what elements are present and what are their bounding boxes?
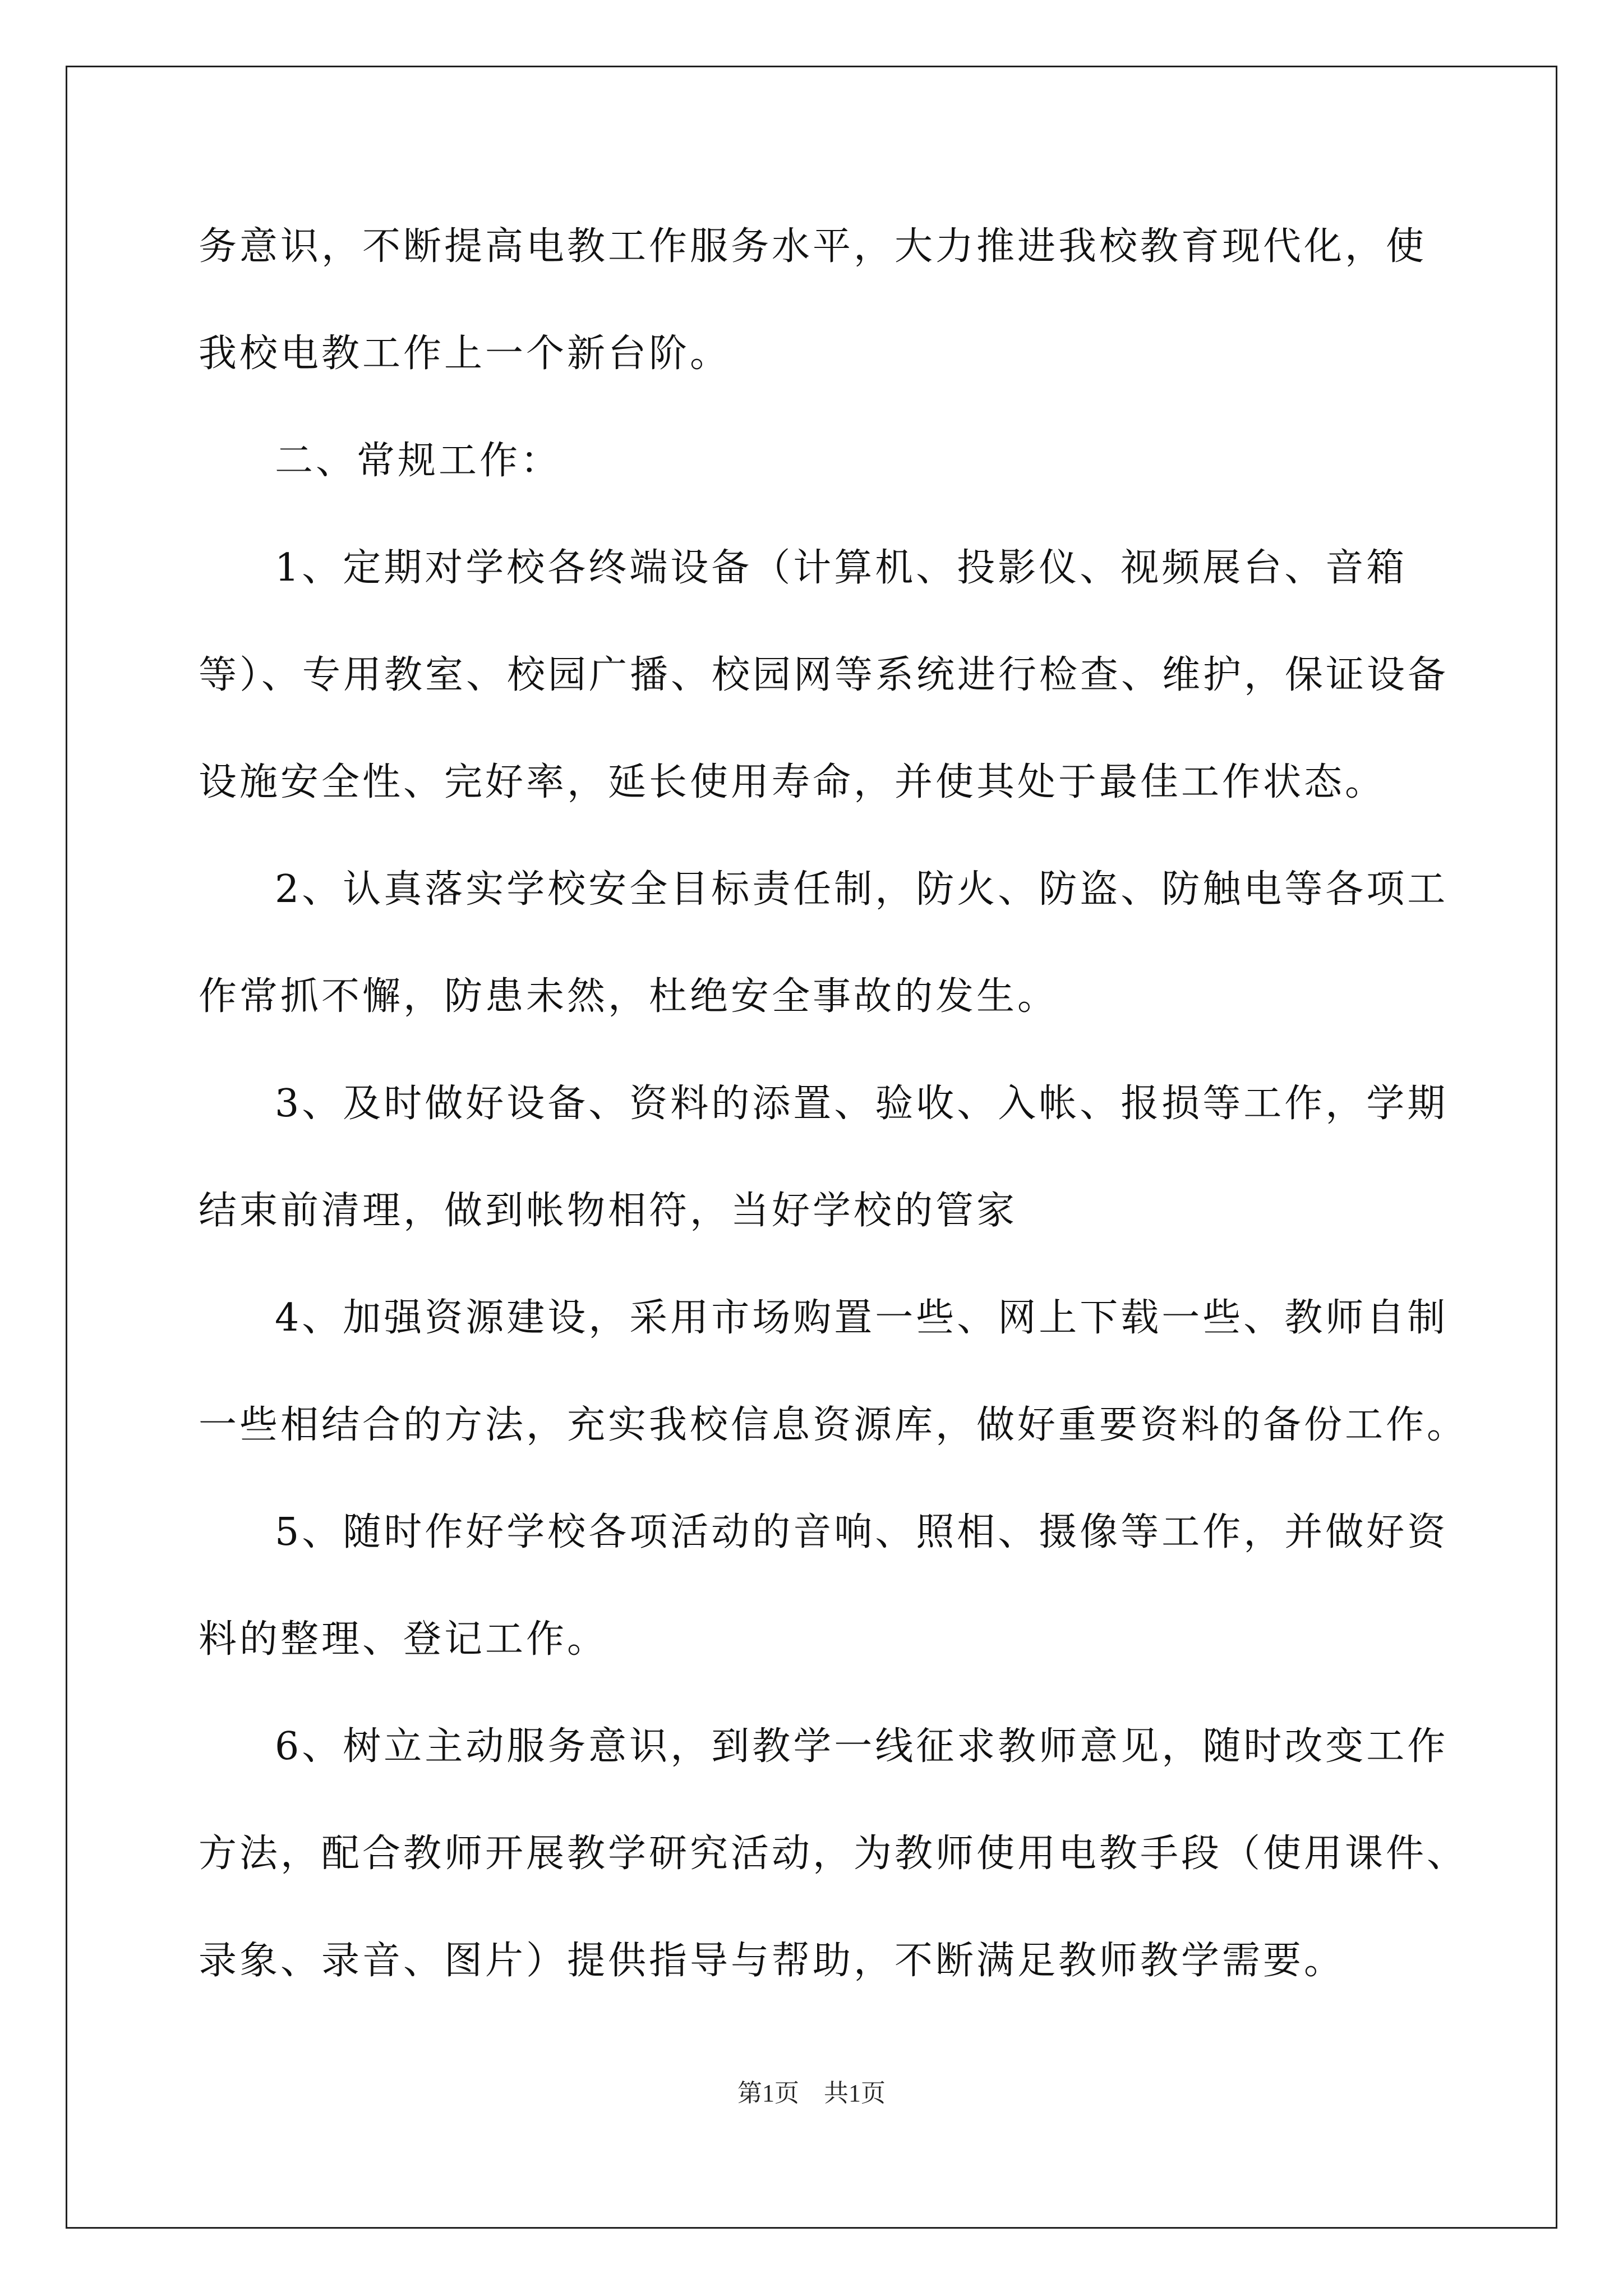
text-line: 一些相结合的方法，充实我校信息资源库，做好重要资料的备份工作。 bbox=[199, 1403, 1468, 1447]
text-line: 2、认真落实学校安全目标责任制，防火、防盗、防触电等各项工 bbox=[275, 867, 1449, 912]
text-line: 料的整理、登记工作。 bbox=[199, 1617, 608, 1662]
text-line: 等）、专用教室、校园广播、校园网等系统进行检查、维护，保证设备 bbox=[199, 653, 1449, 697]
text-line: 务意识，不断提高电教工作服务水平，大力推进我校教育现代化，使 bbox=[199, 224, 1427, 269]
text-line: 结束前清理，做到帐物相符，当好学校的管家 bbox=[199, 1189, 1018, 1233]
text-line: 4、加强资源建设，采用市场购置一些、网上下载一些、教师自制 bbox=[275, 1296, 1449, 1340]
document-body bbox=[199, 213, 1468, 2035]
text-line: 3、及时做好设备、资料的添置、验收、入帐、报损等工作，学期 bbox=[275, 1082, 1449, 1126]
text-line: 二、常规工作： bbox=[275, 439, 562, 483]
text-line: 我校电教工作上一个新台阶。 bbox=[199, 332, 731, 376]
text-line: 1、定期对学校各终端设备（计算机、投影仪、视频展台、音箱 bbox=[275, 546, 1408, 590]
text-line: 方法，配合教师开展教学研究活动，为教师使用电教手段（使用课件、 bbox=[199, 1832, 1468, 1876]
text-line: 录象、录音、图片）提供指导与帮助，不断满足教师教学需要。 bbox=[199, 1939, 1345, 1983]
text-line: 6、树立主动服务意识，到教学一线征求教师意见，随时改变工作 bbox=[275, 1724, 1449, 1769]
page-number-footer: 第1页 共1页 bbox=[737, 2079, 886, 2107]
text-line: 作常抓不懈，防患未然，杜绝安全事故的发生。 bbox=[199, 974, 1059, 1019]
text-line: 5、随时作好学校各项活动的音响、照相、摄像等工作，并做好资 bbox=[275, 1510, 1449, 1554]
text-line: 设施安全性、完好率，延长使用寿命，并使其处于最佳工作状态。 bbox=[199, 760, 1386, 804]
